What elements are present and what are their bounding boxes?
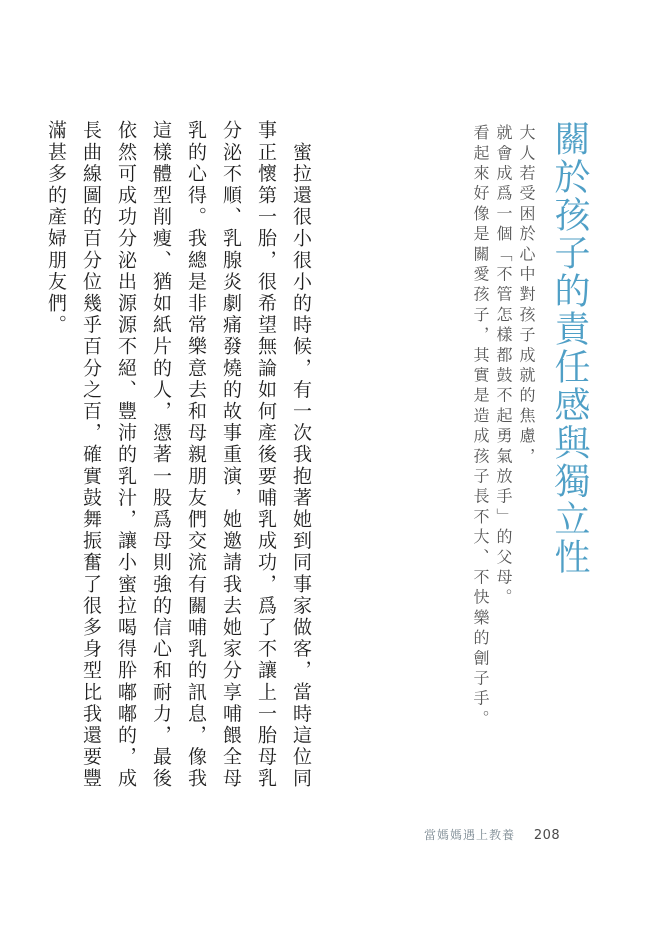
chapter-title: 關於孩子的責任感與獨立性 [549, 120, 590, 576]
epigraph [469, 124, 538, 730]
epigraph-line-1: 大人若受困於心中對孩子成就的焦慮， [517, 124, 536, 468]
epigraph-line-2: 就會成爲一個「不管怎樣都鼓不起勇氣放手」的父母。 [494, 124, 513, 609]
page-number: 208 [533, 828, 561, 843]
running-book-title: 當媽媽遇上教養 [424, 828, 516, 842]
body-paragraph: 蜜拉還很小很小的時候，有一次我抱著她到同事家做客，當時這位同事正懷第一胎，很希望無論如何產後要哺乳成功，爲了不讓上一胎母乳分泌不順、乳腺炎劇痛發燒的故事重演，她邀請我去她家分享哺餵全母乳的心得。我總是非常樂意去和母親朋友們交流有關哺乳的訊息，像我這樣體型削瘦、猶如紙片的人，憑著一股爲母則強的信心和耐力，最後依然可成功分泌出源源不絕、豐沛的乳汁，讓小蜜拉喝得肸嘟嘟的，成長曲線圖的百分位幾乎百分之百，確實鼓舞振奮了很多身型比我還要豐滿甚多的產婦朋友們。 [45, 120, 312, 790]
epigraph-line-3: 看起來好像是關愛孩子，其實是造成孩子長不大、不快樂的劊子手。 [471, 124, 490, 730]
page-footer [424, 826, 560, 843]
